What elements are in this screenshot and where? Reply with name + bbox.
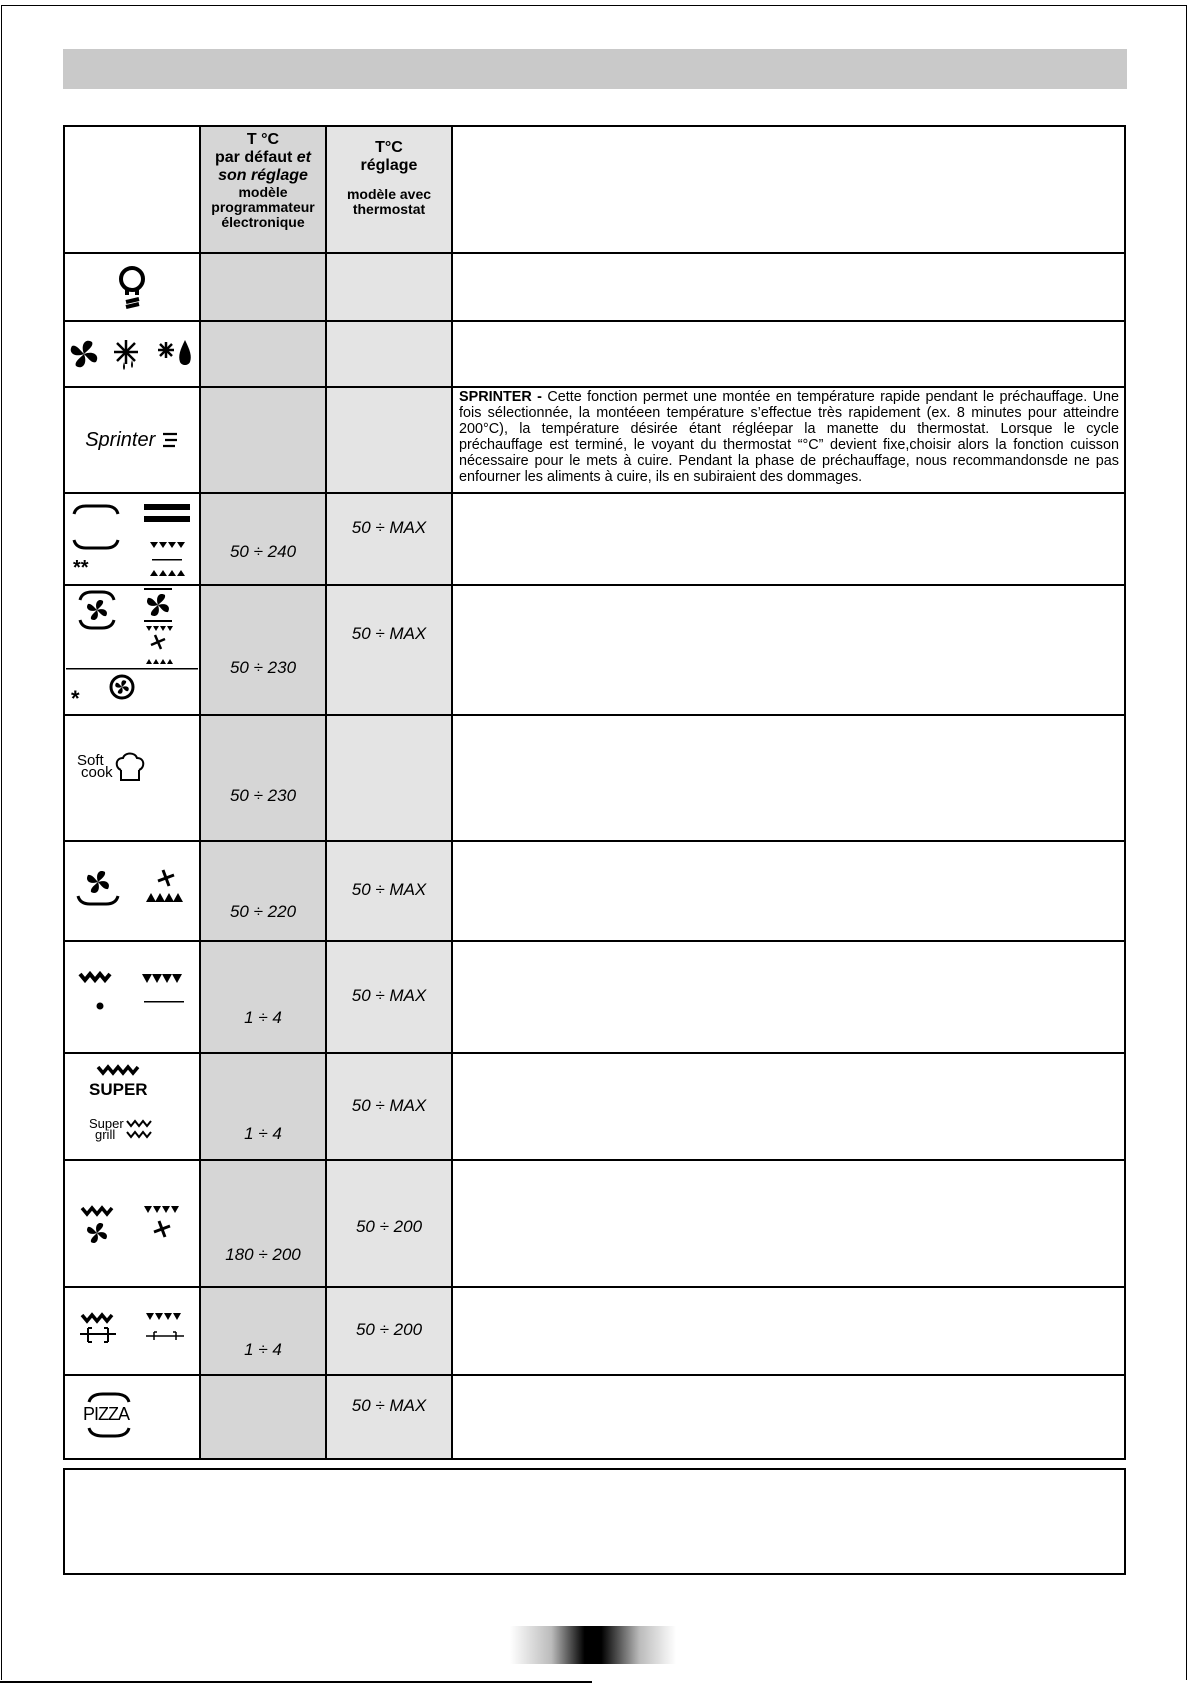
super-grill-label-2: grill	[95, 1127, 116, 1142]
grill-wave-icon	[96, 1064, 144, 1076]
table-row	[64, 253, 1125, 321]
thermostat-temp: 50 ÷ MAX	[351, 986, 427, 1005]
function-description	[453, 1331, 1124, 1332]
header-line: son réglage	[218, 167, 308, 184]
function-description	[453, 997, 1124, 998]
function-description	[453, 1223, 1124, 1224]
default-temp: 1 ÷ 4	[244, 1124, 282, 1143]
function-description	[453, 287, 1124, 288]
grill-icon	[66, 968, 198, 1018]
header-line: électronique	[221, 214, 305, 230]
lamp-icon	[112, 262, 152, 312]
table-row	[64, 321, 1125, 387]
description-text: Cette fonction permet une montée en température rapide pendant le préchauffage. Une fois sélectionnée, la montéeen température s’effectue très rapidement (ex. 8 minutes pour atteindre 200°C), la température désirée étant régléepar la manette du thermostat. Lorsque le cycle préchauffage est terminé, le voyant du thermostat “°C” devient fixe,choisir alors la fonction cuisson nécessaire pour le mets à cuire. Pendant la phase de préchauffage, nous recommandonsde ne pas enfourner les aliments à cuire, ils en subiraient des dommages.	[459, 389, 1119, 485]
thermostat-temp: 50 ÷ MAX	[351, 518, 427, 537]
table-row	[64, 1375, 1125, 1459]
header-line: T °C	[246, 131, 280, 148]
header-icon-cell	[64, 126, 200, 253]
default-temp: 1 ÷ 4	[244, 1008, 282, 1027]
header-default-temp	[200, 126, 326, 253]
section-header-bar	[63, 49, 1127, 89]
super-label: SUPER	[89, 1080, 148, 1099]
oven-functions-table	[63, 125, 1126, 1460]
table-row	[64, 493, 1125, 585]
function-description	[453, 388, 1124, 485]
header-thermostat-temp	[326, 126, 452, 253]
function-description	[453, 650, 1124, 651]
thermostat-temp: 50 ÷ MAX	[351, 624, 427, 643]
header-line: programmateur	[211, 199, 315, 215]
thermostat-temp: 50 ÷ MAX	[351, 1396, 427, 1415]
function-description	[453, 891, 1124, 892]
header-description	[452, 126, 1125, 253]
sprinter-lines-icon	[161, 432, 179, 448]
header-line: réglage	[360, 157, 418, 174]
default-temp: 50 ÷ 230	[229, 786, 297, 805]
function-description	[453, 1106, 1124, 1107]
function-description	[453, 1417, 1124, 1418]
function-description	[453, 539, 1124, 540]
table-row	[64, 841, 1125, 941]
notes-box	[63, 1468, 1126, 1575]
table-row	[64, 1287, 1125, 1375]
pizza-label: PIZZA	[83, 1404, 130, 1424]
grill-fan-icon	[66, 1203, 198, 1249]
sprinter-label: Sprinter	[85, 428, 156, 451]
super-grill-icon	[89, 1062, 179, 1152]
thermostat-temp: 50 ÷ MAX	[351, 1096, 427, 1115]
function-description	[453, 778, 1124, 779]
table-row	[64, 585, 1125, 715]
thermostat-temp: 50 ÷ 200	[355, 1217, 423, 1236]
header-line: modèle	[238, 184, 288, 200]
header-line: par défaut	[214, 149, 293, 166]
sprinter-icon	[65, 429, 199, 452]
table-row	[64, 941, 1125, 1053]
header-line: T°C	[375, 139, 403, 156]
header-line: thermostat	[352, 201, 426, 217]
description-title: SPRINTER -	[459, 389, 542, 405]
thermostat-temp: 50 ÷ 200	[355, 1320, 423, 1339]
grill-spit-icon	[66, 1310, 198, 1350]
header-line: modèle avec	[346, 186, 432, 202]
thermostat-temp: 50 ÷ MAX	[351, 880, 427, 899]
default-temp: 180 ÷ 200	[225, 1245, 301, 1264]
table-row	[64, 715, 1125, 841]
table-header-row	[64, 126, 1125, 253]
header-line: et	[296, 149, 312, 166]
super-grill-wave-icon	[125, 1118, 155, 1142]
super-grill-label-1: Super	[89, 1116, 124, 1131]
default-temp: 1 ÷ 4	[244, 1340, 282, 1359]
softcook-icon	[77, 754, 157, 794]
table-row	[64, 387, 1125, 493]
defrost-icon	[68, 334, 196, 374]
default-temp: 50 ÷ 220	[229, 902, 297, 921]
pizza-icon	[81, 1390, 141, 1442]
fan-assisted-icon	[66, 586, 198, 710]
table-row	[64, 1160, 1125, 1287]
table-row	[64, 1053, 1125, 1160]
function-description	[453, 354, 1124, 355]
default-temp: 50 ÷ 240	[229, 542, 297, 561]
softcook-label-soft: Soft	[77, 752, 104, 769]
fan-assisted-asterisk: *	[71, 686, 80, 711]
page-number-bar	[510, 1626, 676, 1664]
footer-rule	[0, 1681, 592, 1683]
fan-bottom-icon	[66, 866, 198, 912]
chef-hat-icon	[115, 752, 145, 782]
default-temp: 50 ÷ 230	[229, 658, 297, 677]
softcook-label-cook: cook	[81, 764, 113, 781]
conventional-asterisks: **	[73, 557, 89, 579]
